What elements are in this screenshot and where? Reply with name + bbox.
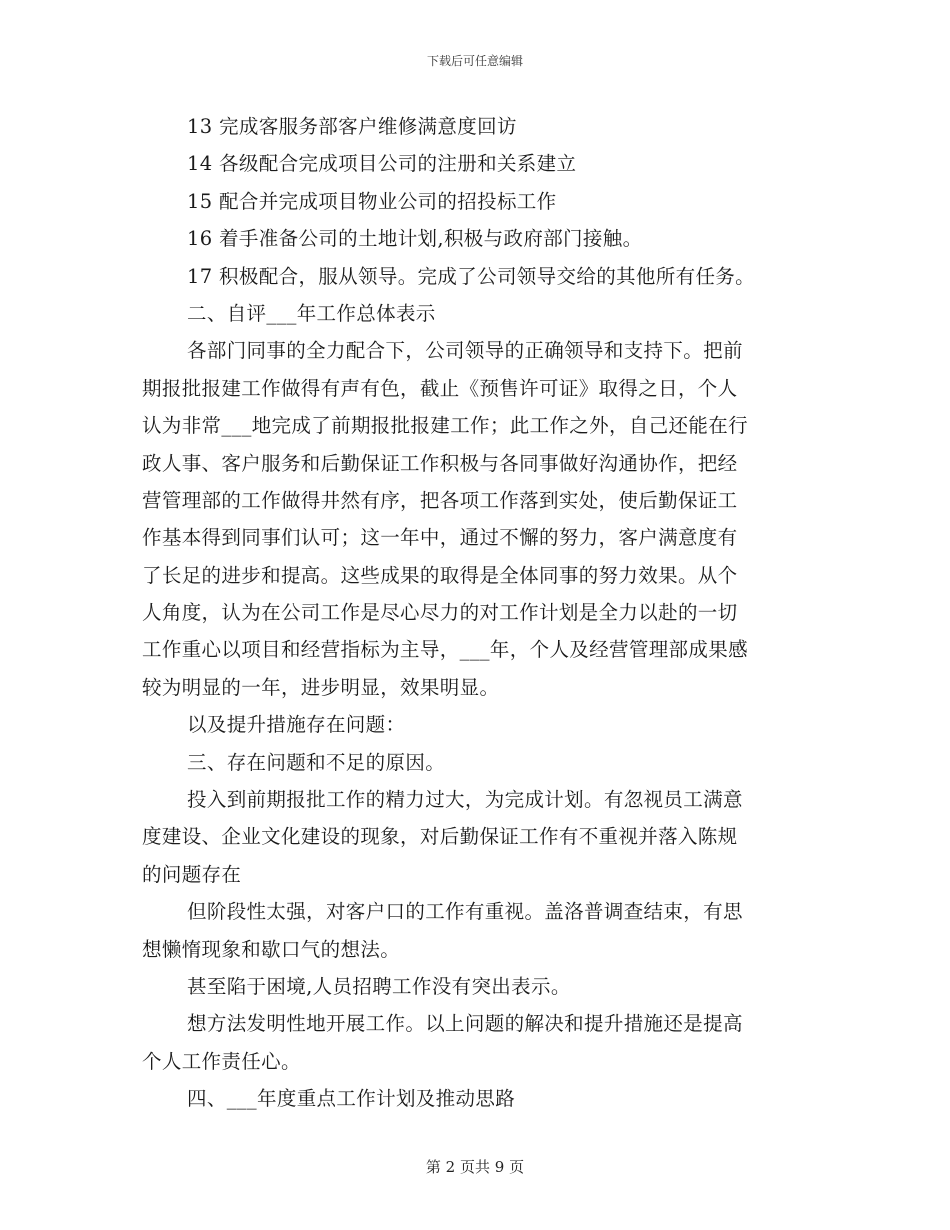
text-line: 但阶段性太强，对客户口的工作有重视。盖洛普调查结束，有思 — [187, 900, 743, 924]
text-line: 各部门同事的全力配合下，公司领导的正确领导和支持下。把前 — [187, 339, 743, 363]
text-line: 16 着手准备公司的土地计划,积极与政府部门接触。 — [187, 227, 643, 251]
text-line: 15 配合并完成项目物业公司的招投标工作 — [187, 189, 557, 213]
text-line: 二、自评___年工作总体表示 — [187, 301, 436, 325]
text-line: 的问题存在 — [142, 862, 242, 886]
text-line: 投入到前期报批工作的精力过大，为完成计划。有忽视员工满意 — [187, 788, 743, 812]
text-line: 以及提升措施存在问题： — [187, 713, 406, 737]
text-line: 营管理部的工作做得井然有序，把各项工作落到实处，使后勤保证工 — [142, 488, 738, 512]
text-line: 人角度，认为在公司工作是尽心尽力的对工作计划是全力以赴的一切 — [142, 601, 738, 625]
text-line: 较为明显的一年，进步明显，效果明显。 — [142, 675, 500, 699]
text-line: 工作重心以项目和经营指标为主导，___年，个人及经营管理部成果感 — [142, 638, 748, 662]
text-line: 13 完成客服务部客户维修满意度回访 — [187, 115, 517, 138]
text-line: 期报批报建工作做得有声有色，截止《预售许可证》取得之日，个人 — [142, 376, 738, 400]
text-line: 了长足的进步和提高。这些成果的取得是全体同事的努力效果。从个 — [142, 563, 738, 587]
text-line: 甚至陷于困境,人员招聘工作没有突出表示。 — [187, 974, 571, 998]
text-line: 个人工作责任心。 — [142, 1049, 301, 1073]
page-footer: 第 2 页共 9 页 — [425, 1158, 525, 1176]
text-line: 想方法发明性地开展工作。以上问题的解决和提升措施还是提高 — [187, 1012, 743, 1036]
text-line: 四、___年度重点工作计划及推动思路 — [187, 1087, 516, 1111]
text-line: 度建设、企业文化建设的现象，对后勤保证工作有不重视并落入陈规 — [142, 825, 738, 849]
text-line: 认为非常___地完成了前期报批报建工作；此工作之外，自己还能在行 — [142, 414, 748, 438]
text-line: 作基本得到同事们认可；这一年中，通过不懈的努力，客户满意度有 — [142, 526, 738, 550]
text-line: 政人事、客户服务和后勤保证工作积极与各同事做好沟通协作，把经 — [142, 451, 738, 475]
text-line: 17 积极配合，服从领导。完成了公司领导交给的其他所有任务。 — [187, 264, 756, 288]
text-line: 想懒惰现象和歇口气的想法。 — [142, 937, 401, 961]
page-header: 下载后可任意编辑 — [426, 54, 523, 68]
text-line: 14 各级配合完成项目公司的注册和关系建立 — [187, 152, 577, 176]
text-line: 三、存在问题和不足的原因。 — [187, 750, 446, 774]
document-body — [142, 108, 810, 1118]
